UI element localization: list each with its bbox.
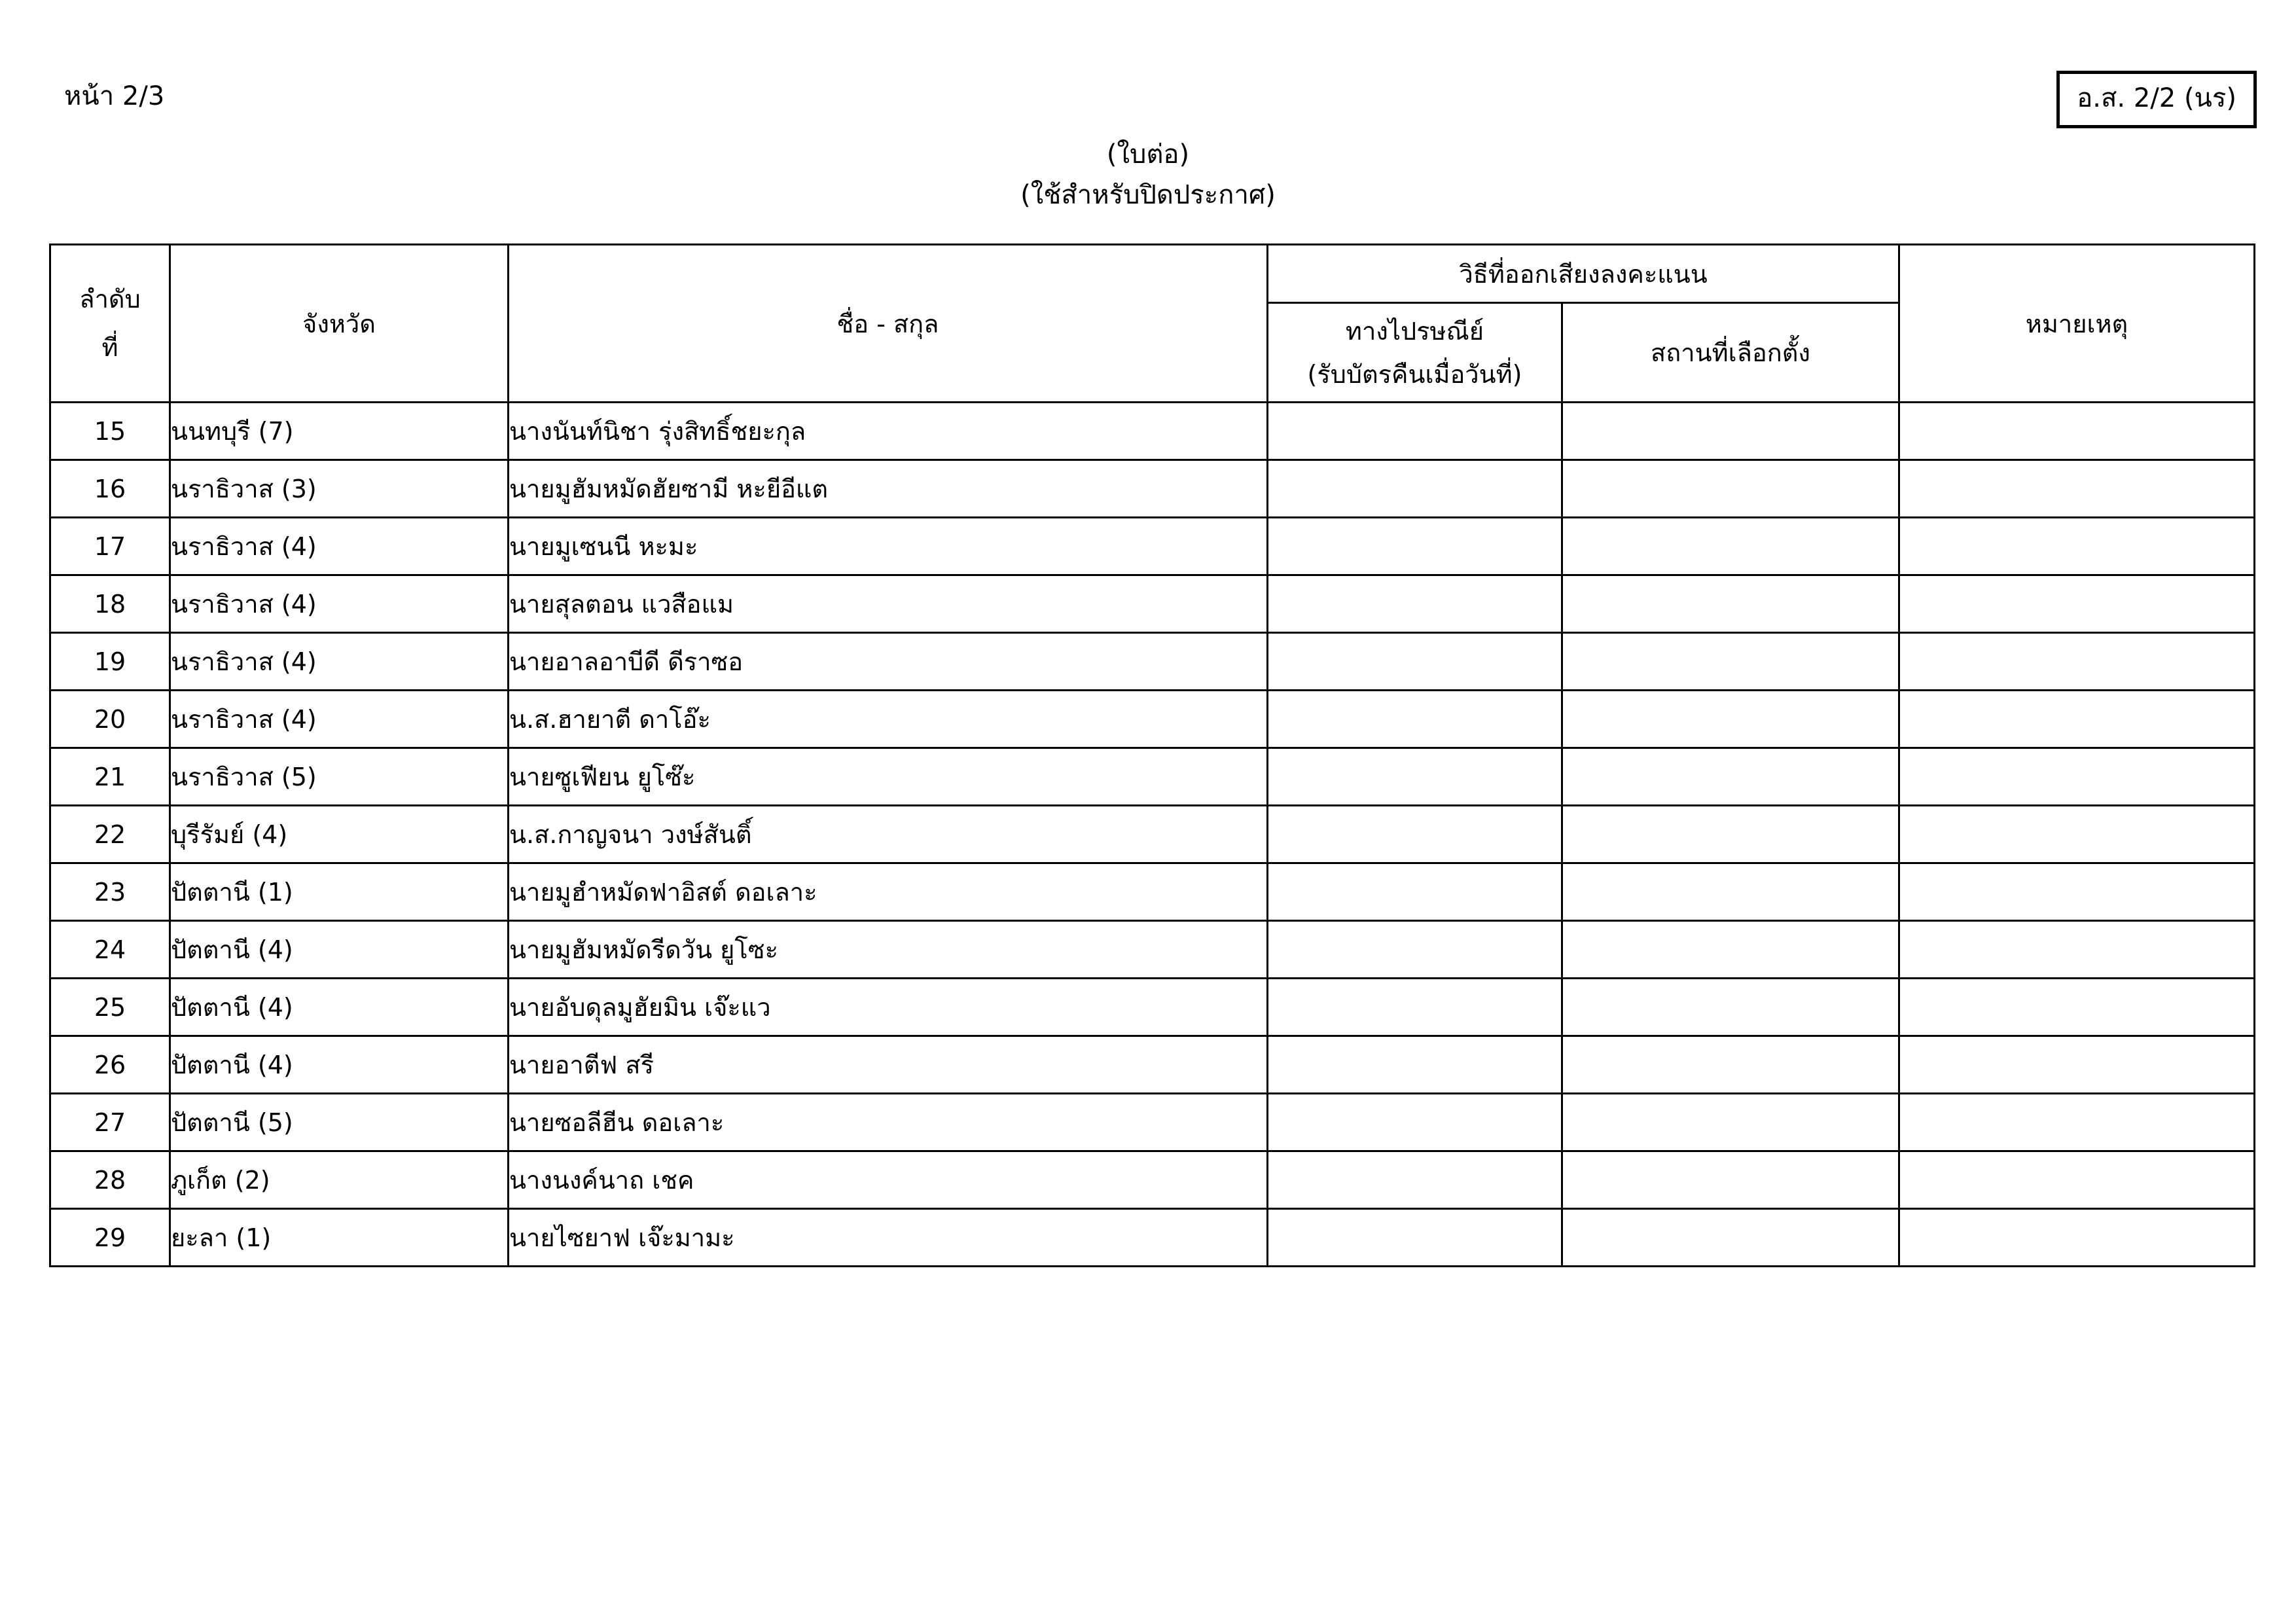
column-header-sequence-no-line1: ลำดับ <box>79 285 141 314</box>
column-header-voting-method-group: วิธีที่ออกเสียงลงคะแนน <box>1268 245 1899 303</box>
cell-sequence-no: 28 <box>50 1151 170 1209</box>
cell-remark <box>1899 575 2255 633</box>
cell-name-surname: นางนงค์นาถ เชค <box>509 1151 1268 1209</box>
cell-province: ปัตตานี (1) <box>170 863 509 921</box>
table-row <box>50 806 2255 863</box>
cell-polling-station <box>1562 863 1899 921</box>
column-header-postal-voting-line2: (รับบัตรคืนเมื่อวันที่) <box>1307 359 1522 389</box>
cell-sequence-no: 24 <box>50 921 170 979</box>
table-row <box>50 979 2255 1036</box>
cell-sequence-no: 21 <box>50 748 170 806</box>
document-titles <box>0 134 2296 215</box>
cell-province: นราธิวาส (5) <box>170 748 509 806</box>
cell-postal-voting <box>1268 460 1562 518</box>
table-row <box>50 1036 2255 1094</box>
cell-province: ปัตตานี (5) <box>170 1094 509 1151</box>
cell-province: นราธิวาส (4) <box>170 691 509 748</box>
table-row <box>50 403 2255 460</box>
cell-name-surname: นายอาลอาบีดี ดีราซอ <box>509 633 1268 691</box>
cell-name-surname: นายมูฮำหมัดฟาอิสต์ ดอเลาะ <box>509 863 1268 921</box>
cell-postal-voting <box>1268 1094 1562 1151</box>
cell-postal-voting <box>1268 806 1562 863</box>
column-header-remark: หมายเหตุ <box>1899 245 2255 403</box>
cell-polling-station <box>1562 748 1899 806</box>
cell-polling-station <box>1562 575 1899 633</box>
cell-sequence-no: 22 <box>50 806 170 863</box>
cell-remark <box>1899 748 2255 806</box>
cell-remark <box>1899 403 2255 460</box>
cell-remark <box>1899 1151 2255 1209</box>
cell-province: นราธิวาส (4) <box>170 518 509 575</box>
cell-remark <box>1899 1036 2255 1094</box>
cell-postal-voting <box>1268 863 1562 921</box>
cell-polling-station <box>1562 1151 1899 1209</box>
cell-postal-voting <box>1268 979 1562 1036</box>
table-row <box>50 518 2255 575</box>
cell-remark <box>1899 518 2255 575</box>
column-header-province: จังหวัด <box>170 245 509 403</box>
cell-polling-station <box>1562 1209 1899 1267</box>
title-continuation-sheet: (ใบต่อ) <box>1106 139 1190 170</box>
cell-sequence-no: 29 <box>50 1209 170 1267</box>
table-row <box>50 633 2255 691</box>
cell-name-surname: น.ส.ฮายาตี ดาโอ๊ะ <box>509 691 1268 748</box>
cell-name-surname: นายไซยาฟ เจ๊ะมามะ <box>509 1209 1268 1267</box>
title-for-public-posting: (ใช้สำหรับปิดประกาศ) <box>1020 180 1276 210</box>
cell-remark <box>1899 1209 2255 1267</box>
page-header-row <box>0 79 2296 137</box>
cell-name-surname: นายอาตีฟ สรี <box>509 1036 1268 1094</box>
table-row <box>50 575 2255 633</box>
column-header-polling-station: สถานที่เลือกตั้ง <box>1562 303 1899 403</box>
cell-name-surname: นายอับดุลมูฮัยมิน เจ๊ะแว <box>509 979 1268 1036</box>
voters-table <box>49 244 2255 1267</box>
cell-postal-voting <box>1268 633 1562 691</box>
cell-polling-station <box>1562 460 1899 518</box>
cell-sequence-no: 20 <box>50 691 170 748</box>
cell-name-surname: นายมูฮัมหมัดรีดวัน ยูโซะ <box>509 921 1268 979</box>
cell-sequence-no: 23 <box>50 863 170 921</box>
cell-sequence-no: 16 <box>50 460 170 518</box>
table-body <box>50 403 2255 1267</box>
cell-name-surname: นายซูเฟียน ยูโซ๊ะ <box>509 748 1268 806</box>
cell-polling-station <box>1562 806 1899 863</box>
table-head <box>50 245 2255 403</box>
table-row <box>50 1209 2255 1267</box>
cell-postal-voting <box>1268 403 1562 460</box>
cell-province: นนทบุรี (7) <box>170 403 509 460</box>
cell-remark <box>1899 1094 2255 1151</box>
cell-sequence-no: 19 <box>50 633 170 691</box>
cell-name-surname: นายสุลตอน แวสือแม <box>509 575 1268 633</box>
cell-name-surname: นางนันท์นิชา รุ่งสิทธิ์ชยะกุล <box>509 403 1268 460</box>
cell-name-surname: นายมูเซนนี หะมะ <box>509 518 1268 575</box>
column-header-sequence-no-line2: ที่ <box>101 333 118 362</box>
cell-postal-voting <box>1268 691 1562 748</box>
cell-name-surname: นายซอลีฮีน ดอเลาะ <box>509 1094 1268 1151</box>
cell-province: ปัตตานี (4) <box>170 1036 509 1094</box>
cell-remark <box>1899 979 2255 1036</box>
table-row <box>50 748 2255 806</box>
cell-postal-voting <box>1268 575 1562 633</box>
column-header-postal-voting-line1: ทางไปรษณีย์ <box>1345 316 1484 346</box>
cell-polling-station <box>1562 691 1899 748</box>
cell-polling-station <box>1562 403 1899 460</box>
cell-remark <box>1899 806 2255 863</box>
cell-polling-station <box>1562 1094 1899 1151</box>
cell-sequence-no: 27 <box>50 1094 170 1151</box>
cell-sequence-no: 25 <box>50 979 170 1036</box>
cell-remark <box>1899 863 2255 921</box>
cell-polling-station <box>1562 921 1899 979</box>
cell-sequence-no: 26 <box>50 1036 170 1094</box>
cell-sequence-no: 18 <box>50 575 170 633</box>
cell-postal-voting <box>1268 748 1562 806</box>
cell-province: ปัตตานี (4) <box>170 979 509 1036</box>
cell-remark <box>1899 691 2255 748</box>
column-header-postal-voting <box>1268 303 1562 403</box>
table-row <box>50 691 2255 748</box>
cell-name-surname: นายมูฮัมหมัดฮัยซามี หะยีอีแต <box>509 460 1268 518</box>
cell-province: นราธิวาส (4) <box>170 575 509 633</box>
cell-remark <box>1899 460 2255 518</box>
cell-postal-voting <box>1268 921 1562 979</box>
cell-province: นราธิวาส (4) <box>170 633 509 691</box>
cell-remark <box>1899 921 2255 979</box>
cell-remark <box>1899 633 2255 691</box>
cell-polling-station <box>1562 518 1899 575</box>
cell-postal-voting <box>1268 1209 1562 1267</box>
table-row <box>50 921 2255 979</box>
cell-name-surname: น.ส.กาญจนา วงษ์สันติ์ <box>509 806 1268 863</box>
table-row <box>50 1151 2255 1209</box>
cell-postal-voting <box>1268 1036 1562 1094</box>
cell-province: บุรีรัมย์ (4) <box>170 806 509 863</box>
cell-province: ปัตตานี (4) <box>170 921 509 979</box>
column-header-sequence-no <box>50 245 170 403</box>
column-header-name-surname: ชื่อ - สกุล <box>509 245 1268 403</box>
form-code-box: อ.ส. 2/2 (นร) <box>2056 71 2257 128</box>
cell-postal-voting <box>1268 518 1562 575</box>
cell-polling-station <box>1562 1036 1899 1094</box>
cell-polling-station <box>1562 979 1899 1036</box>
voters-table-container <box>49 244 2253 1267</box>
page-number-label: หน้า 2/3 <box>64 81 165 111</box>
table-row <box>50 863 2255 921</box>
table-row <box>50 460 2255 518</box>
cell-sequence-no: 17 <box>50 518 170 575</box>
cell-province: ภูเก็ต (2) <box>170 1151 509 1209</box>
table-row <box>50 1094 2255 1151</box>
cell-postal-voting <box>1268 1151 1562 1209</box>
cell-province: นราธิวาส (3) <box>170 460 509 518</box>
cell-sequence-no: 15 <box>50 403 170 460</box>
cell-polling-station <box>1562 633 1899 691</box>
cell-province: ยะลา (1) <box>170 1209 509 1267</box>
header-row-primary <box>50 245 2255 303</box>
